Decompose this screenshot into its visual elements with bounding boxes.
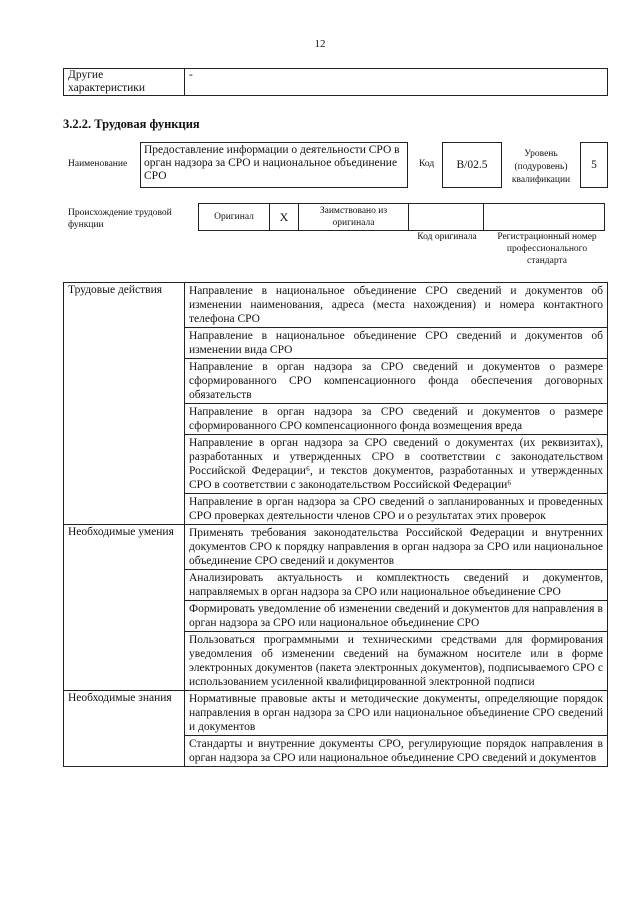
code-label: Код — [419, 159, 435, 169]
original-mark: X — [270, 204, 299, 231]
function-details-table — [63, 282, 608, 767]
list-item: Пользоваться программными и техническими средствами для формирования уведомления об изменении сведений на бумажном носителе или в форме электронных документов (пакета электронных документов), подписываемого СРО с использованием усиленной квалифицированной электронной подписи — [185, 632, 608, 691]
section-heading: 3.2.2. Трудовая функция — [63, 117, 200, 131]
borrowed-label: Заимствовано из оригинала — [299, 204, 409, 231]
table-row — [64, 691, 608, 736]
other-characteristics-label: Другие характеристики — [64, 69, 185, 96]
function-code: B/02.5 — [442, 142, 502, 188]
registration-number-cell — [484, 204, 605, 231]
list-item: Направление в орган надзора за СРО сведений о запланированных и проведенных СРО проверках деятельности членов СРО и о результатах этих проверок — [185, 494, 608, 525]
list-item: Направление в орган надзора за СРО сведений и документов о размере сформированного СРО компенсационного фонда обеспечения договорных обязательств — [185, 359, 608, 404]
list-item: Формировать уведомление об изменении сведений и документов для направления в орган надзора за СРО или национальное объединение СРО — [185, 601, 608, 632]
original-label: Оригинал — [199, 204, 270, 231]
original-code-caption: Код оригинала — [417, 232, 477, 242]
list-item: Направление в орган надзора за СРО сведений и документов о размере сформированного СРО компенсационного фонда возмещения вреда — [185, 404, 608, 435]
origin-table — [198, 203, 605, 231]
knowledge-label: Необходимые знания — [64, 691, 185, 767]
table-row — [64, 525, 608, 570]
list-item: Применять требования законодательства Российской Федерации и внутренних документов СРО к порядку направления в орган надзора за СРО или национальное объединение СРО сведений и документов — [185, 525, 608, 570]
list-item: Стандарты и внутренние документы СРО, регулирующие порядок направления в орган надзора за СРО или национальное объединение СРО сведений и документов — [185, 736, 608, 767]
page-number: 12 — [314, 38, 326, 50]
qualification-level-value: 5 — [580, 142, 608, 188]
function-name: Предоставление информации о деятельности СРО в орган надзора за СРО и национальное объединение СРО — [140, 142, 408, 188]
skills-label: Необходимые умения — [64, 525, 185, 691]
list-item: Направление в орган надзора за СРО сведений о документах (их реквизитах), разработанных и утвержденных СРО в соответствии с законодательством Российской Федерации⁶, и текстов документов, разработанных и утвержденных СРО в соответствии с законодательством Российской Федерации⁶ — [185, 435, 608, 494]
original-code-cell — [409, 204, 484, 231]
origin-label: Происхождение трудовой функции — [68, 208, 172, 230]
table-row — [64, 283, 608, 328]
other-characteristics-table — [63, 68, 608, 96]
registration-number-caption: Регистрационный номер профессионального стандарта — [497, 232, 597, 266]
qualification-level-label: Уровень (подуровень) квалификации — [511, 149, 571, 185]
list-item: Анализировать актуальность и комплектность сведений и документов, направляемых в орган надзора за СРО или национальное объединение СРО — [185, 570, 608, 601]
name-label: Наименование — [68, 159, 128, 169]
actions-label: Трудовые действия — [64, 283, 185, 525]
list-item: Направление в национальное объединение СРО сведений и документов об изменении наименования, адреса (места нахождения) и номера контактного телефона СРО — [185, 283, 608, 328]
other-characteristics-value: - — [185, 69, 608, 96]
list-item: Нормативные правовые акты и методические документы, определяющие порядок направления в орган надзора за СРО или национальное объединение СРО сведений и документов — [185, 691, 608, 736]
list-item: Направление в национальное объединение СРО сведений и документов об изменении вида СРО — [185, 328, 608, 359]
